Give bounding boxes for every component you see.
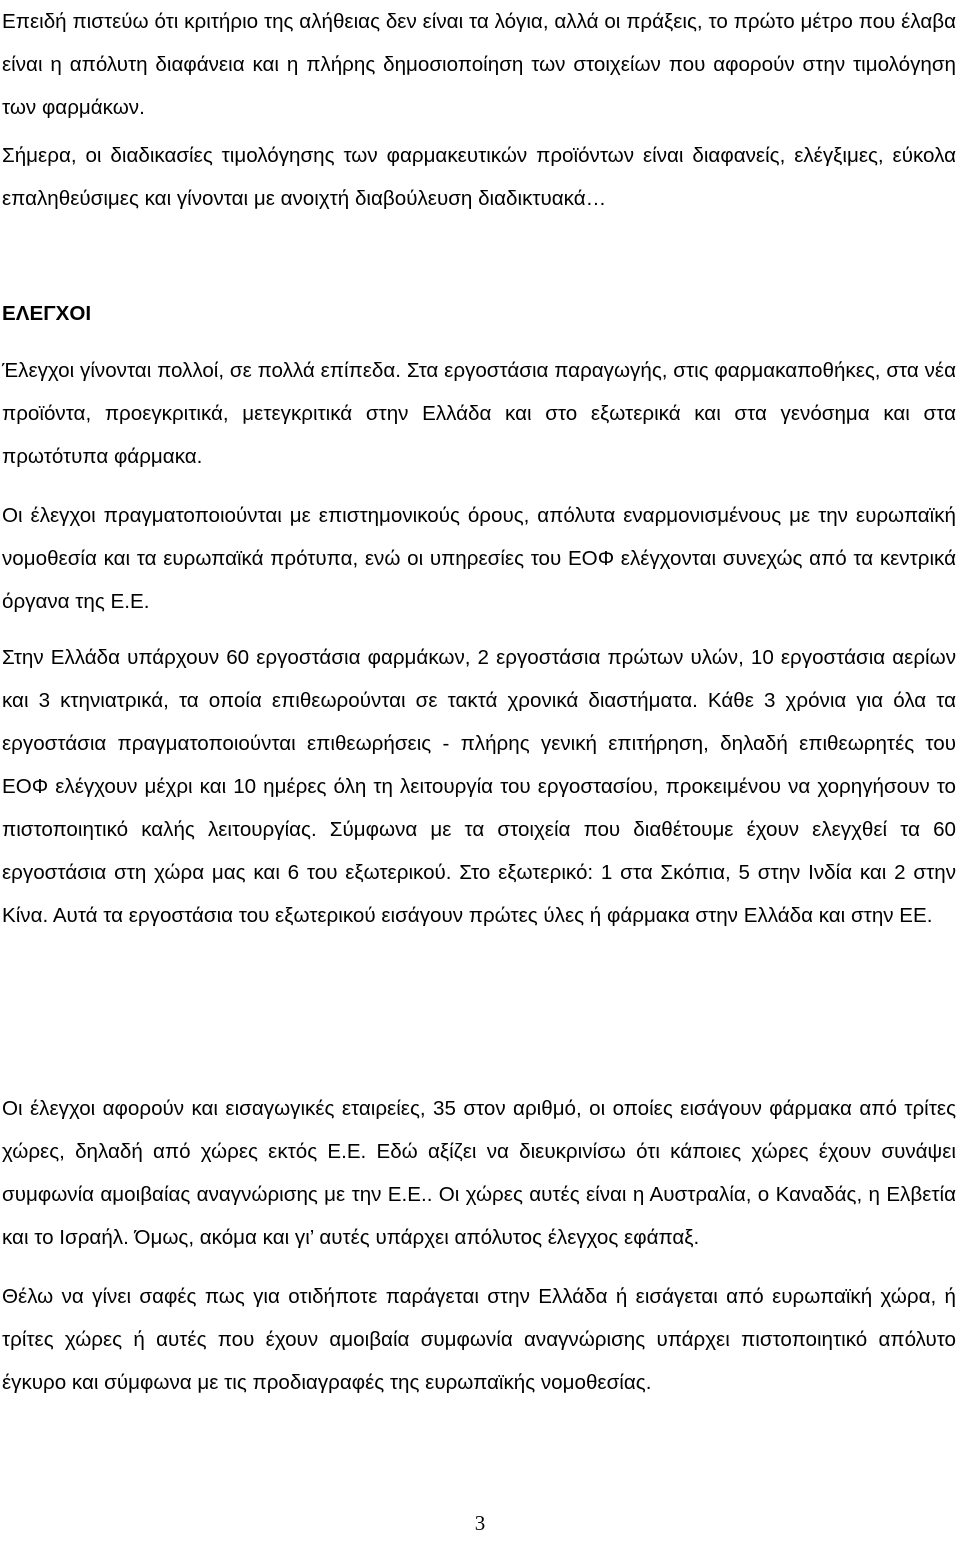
section-heading-controls: ΕΛΕΓΧΟΙ	[2, 302, 92, 325]
paragraph-import-companies: Οι έλεγχοι αφορούν και εισαγωγικές εταιρείες, 35 στον αριθμό, οι οποίες εισάγουν φάρμακα από τρίτες χώρες, δηλαδή από χώρες εκτός Ε.Ε. Εδώ αξίζει να διευκρινίσω ότι κάποιες χώρες έχουν συνάψει συμφωνία αμοιβαίας αναγνώρισης με την Ε.Ε.. Οι χώρες αυτές είναι η Αυστραλία, ο Καναδάς, η Ελβετία και το Ισραήλ. Όμως, ακόμα και γι’ αυτές υπάρχει απόλυτος έλεγχος εφάπαξ.	[2, 1097, 956, 1249]
paragraph-control-levels: Έλεγχοι γίνονται πολλοί, σε πολλά επίπεδα. Στα εργοστάσια παραγωγής, στις φαρμακαποθήκες, στα νέα προϊόντα, προεγκριτικά, μετεγκριτικά στην Ελλάδα και στο εξωτερικά και στα γενόσημα και στα πρωτότυπα φάρμακα.	[2, 359, 956, 468]
paragraph-factories: Στην Ελλάδα υπάρχουν 60 εργοστάσια φαρμάκων, 2 εργοστάσια πρώτων υλών, 10 εργοστάσια αερίων και 3 κτηνιατρικά, τα οποία επιθεωρούνται σε τακτά χρονικά διαστήματα. Κάθε 3 χρόνια για όλα τα εργοστάσια πραγματοποιούνται επιθεωρήσεις - πλήρης γενική επιτήρηση, δηλαδή επιθεωρητές του ΕΟΦ ελέγχουν μέχρι και 10 ημέρες όλη τη λειτουργία του εργοστασίου, προκειμένου να χορηγήσουν το πιστοποιητικό καλής λειτουργίας. Σύμφωνα με τα στοιχεία που διαθέτουμε έχουν ελεγχθεί τα 60 εργοστάσια στη χώρα μας και 6 του εξωτερικού. Στο εξωτερικό: 1 στα Σκόπια, 5 στην Ινδία και 2 στην Κίνα. Αυτά τα εργοστάσια του εξωτερικού εισάγουν πρώτες ύλες ή φάρμακα στην Ελλάδα και στην ΕΕ.	[2, 646, 956, 927]
paragraph-pricing-procedures: Σήμερα, οι διαδικασίες τιμολόγησης των φαρμακευτικών προϊόντων είναι διαφανείς, ελέγξιμες, εύκολα επαληθεύσιμες και γίνονται με ανοιχτή διαβούλευση διαδικτυακά…	[2, 144, 956, 210]
paragraph-scientific-terms: Οι έλεγχοι πραγματοποιούνται με επιστημονικούς όρους, απόλυτα εναρμονισμένους με την ευρωπαϊκή νομοθεσία και τα ευρωπαϊκά πρότυπα, ενώ οι υπηρεσίες του ΕΟΦ ελέγχονται συνεχώς από τα κεντρικά όργανα της Ε.Ε.	[2, 504, 956, 613]
paragraph-certification: Θέλω να γίνει σαφές πως για οτιδήποτε παράγεται στην Ελλάδα ή εισάγεται από ευρωπαϊκή χώρα, ή τρίτες χώρες ή αυτές που έχουν αμοιβαία συμφωνία αναγνώρισης υπάρχει πιστοποιητικό απόλυτο έγκυρο και σύμφωνα με τις προδιαγραφές της ευρωπαϊκής νομοθεσίας.	[2, 1285, 956, 1394]
paragraph-transparency: Επειδή πιστεύω ότι κριτήριο της αλήθειας δεν είναι τα λόγια, αλλά οι πράξεις, το πρώτο μέτρο που έλαβα είναι η απόλυτη διαφάνεια και η πλήρης δημοσιοποίηση των στοιχείων που αφορούν στην τιμολόγηση των φαρμάκων.	[2, 10, 956, 119]
page-number: 3	[474, 1511, 486, 1535]
